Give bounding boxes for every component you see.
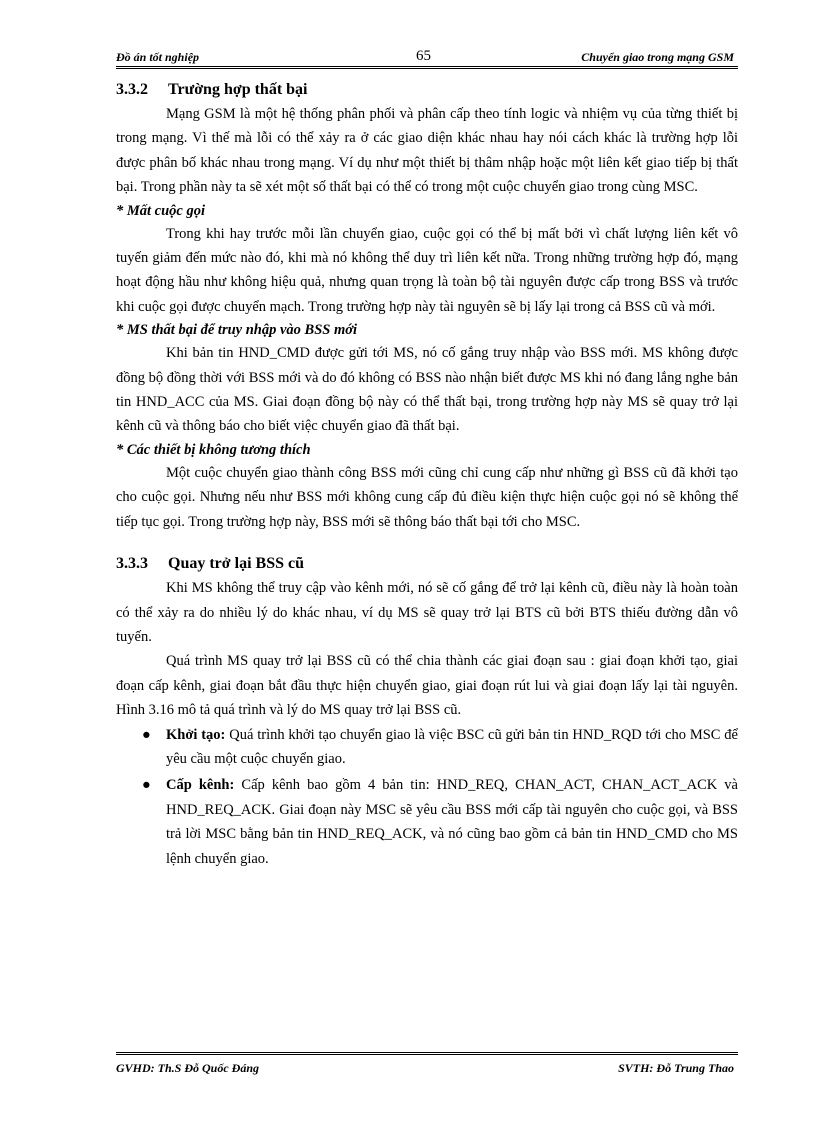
subheading-access-failure: * MS thất bại để truy nhập vào BSS mới (116, 322, 358, 339)
section-332-intro: Mạng GSM là một hệ thống phân phối và phân cấp theo tính logic và nhiệm vụ của từng thiết bị trong mạng. Vì thế mà lỗi có thể xảy ra ở các giao diện khác nhau hay nói cách khác là trường hợp lỗi được phân bố khác nhau trong mạng. Ví dụ như một thiết bị thâm nhập hoặc một liên kết giao tiếp bị thất bại. Trong phần này ta sẽ xét một số thất bại có thể có trong một cuộc chuyển giao trong cùng MSC. (116, 106, 738, 196)
bullet-list (116, 723, 738, 871)
page-footer (116, 1052, 738, 1079)
section-333-para2: Quá trình MS quay trở lại BSS cũ có thể chia thành các giai đoạn sau : giai đoạn khởi tạo, giai đoạn cấp kênh, giai đoạn bắt đầu thực hiện chuyển giao, giai đoạn rút lui và giai đoạn lấy lại tài nguyên. Hình 3.16 mô tả quá trình và lý do MS quay trở lại BSS cũ. (116, 653, 738, 719)
list-item (116, 773, 738, 871)
section-332-title: Trường hợp thất bại (168, 81, 308, 98)
bullet-term: Khởi tạo: (166, 726, 226, 743)
section-332-heading (116, 78, 738, 102)
header-left: Đồ án tốt nghiệp (116, 50, 200, 64)
bullet-icon: ● (142, 726, 151, 743)
section-333-para1: Khi MS không thể truy cập vào kênh mới, nó sẽ cố gắng để trở lại kênh cũ, điều này là hoàn toàn có thể xảy ra do nhiều lý do khác nhau, ví dụ MS sẽ quay trở lại BTS cũ bởi BTS thiếu đường dẫn vô tuyến. (116, 580, 738, 645)
paragraph-call-drop: Trong khi hay trước mỗi lần chuyển giao, cuộc gọi có thể bị mất bởi vì chất lượng liên kết vô tuyến giảm đến mức nào đó, khi mà nó không thể duy trì liên kết nữa. Trong những trường hợp đó, mạng hoạt động hầu như không hiệu quả, nhưng quan trọng là toàn bộ tài nguyên được cấp trong BSS và trước khi cuộc gọi được chuyển mạch. Trong trường hợp này tài nguyên sẽ bị lấy lại trong cả BSS cũ và mới. (116, 225, 738, 315)
paragraph-incompatible: Một cuộc chuyển giao thành công BSS mới cũng chỉ cung cấp như những gì BSS cũ đã khởi tạo cho cuộc gọi. Nhưng nếu như BSS mới không cung cấp đủ điều kiện thực hiện cuộc gọi nó sẽ không thể tiếp tục gọi. Trong trường hợp này, BSS mới sẽ thông báo thất bại tới cho MSC. (116, 464, 738, 530)
section-333-number: 3.3.3 (116, 555, 148, 573)
paragraph-access-failure: Khi bản tin HND_CMD được gửi tới MS, nó cố gắng truy nhập vào BSS mới. MS không được đồng bộ đồng thời với BSS mới và do đó không có BSS nào nhận biết được MS khi nó đang lắng nghe bản tin HND_ACC của MS. Giai đoạn đồng bộ này có thể thất bại, trong trường hợp này MS sẽ quay trở lại kênh cũ và thông báo cho biết việc chuyển giao đã thất bại. (116, 345, 738, 435)
section-333-heading (116, 552, 738, 576)
bullet-text: Cấp kênh bao gồm 4 bản tin: HND_REQ, CHAN_ACT, CHAN_ACT_ACK và HND_REQ_ACK. Giai đoạn này MSC sẽ yêu cầu BSS mới cấp tài nguyên cho cuộc gọi, và BSS trả lời MSC bằng bản tin HND_REQ_ACK, và nó cũng bao gồm cả bản tin HND_CMD cho MS lệnh chuyển giao. (166, 777, 738, 867)
section-333-title: Quay trở lại BSS cũ (168, 555, 304, 573)
bullet-term: Cấp kênh: (166, 777, 235, 794)
page-number: 65 (416, 48, 431, 64)
bullet-text: Quá trình khởi tạo chuyển giao là việc BSC cũ gửi bản tin HND_RQD tới cho MSC để yêu cầu một cuộc chuyển giao. (166, 726, 738, 767)
subheading-call-drop: * Mất cuộc gọi (116, 202, 206, 219)
section-332-number: 3.3.2 (116, 81, 148, 98)
page-header (116, 44, 738, 69)
subheading-incompatible: * Các thiết bị không tương thích (116, 441, 311, 458)
bullet-icon: ● (142, 777, 151, 794)
list-item (116, 723, 738, 772)
footer-left: GVHD: Th.S Đỗ Quốc Đáng (116, 1061, 260, 1075)
footer-right: SVTH: Đỗ Trung Thao (618, 1061, 734, 1075)
page-content (116, 78, 738, 873)
header-right: Chuyển giao trong mạng GSM (581, 50, 734, 64)
